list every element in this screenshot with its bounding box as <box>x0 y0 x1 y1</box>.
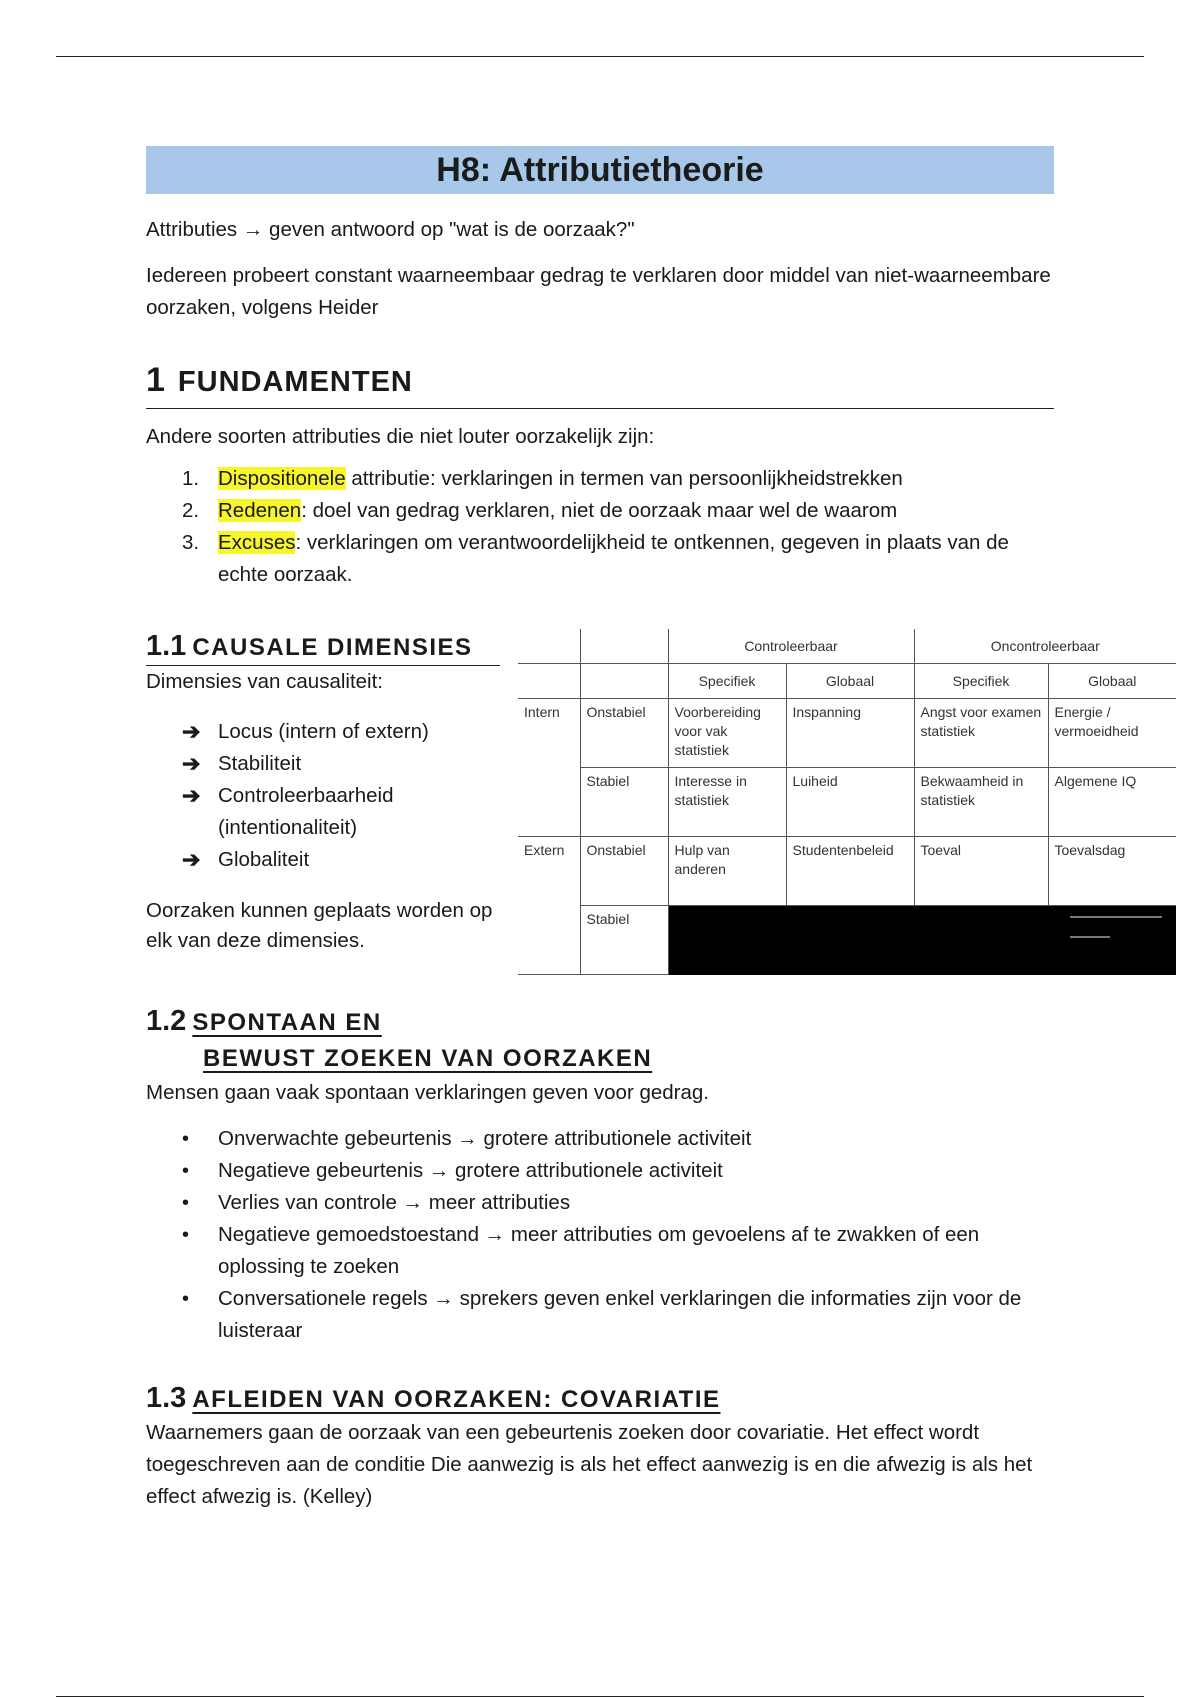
list-text: Controleerbaarheid (intentionaliteit) <box>218 784 394 839</box>
table-header: Controleerbaar <box>668 629 914 664</box>
subsection-heading <box>146 1381 1054 1417</box>
section-title: FUNDAMENTEN <box>177 366 413 398</box>
table-cell: Studentenbeleid <box>786 837 914 906</box>
subsection-lead: Dimensies van causaliteit: <box>146 670 383 693</box>
subsection-title: BEWUST ZOEKEN VAN OORZAKEN <box>203 1045 653 1072</box>
causale-dimensies-text <box>146 629 496 956</box>
list-text: : verklaringen om verantwoordelijkheid te ontkennen, gegeven in plaats van de echte oorzaak. <box>218 531 1009 586</box>
dimensions-grid <box>518 629 1176 975</box>
list-item <box>146 716 496 748</box>
subsection-number: 1.2 <box>146 1005 187 1037</box>
highlighted-term: Excuses <box>218 531 296 554</box>
list-text: Negatieve gebeurtenis → grotere attributionele activiteit <box>218 1159 723 1182</box>
arrow-icon: ➔ <box>182 751 201 776</box>
table-cell <box>518 629 580 664</box>
table-cell: Toevalsdag <box>1048 837 1176 906</box>
table-row <box>518 699 1176 768</box>
subsection-title: AFLEIDEN VAN OORZAKEN: COVARIATIE <box>192 1386 721 1413</box>
table-cell: Bekwaamheid in statistiek <box>914 768 1048 837</box>
header-rule <box>56 56 1144 57</box>
subsection-title: SPONTAAN EN <box>192 1009 382 1036</box>
table-row <box>518 664 1176 699</box>
list-item <box>146 1123 1054 1155</box>
table-header: Globaal <box>786 664 914 699</box>
bullet-icon: • <box>182 1288 190 1310</box>
list-item <box>146 780 496 844</box>
table-cell: Energie / vermoeidheid <box>1048 699 1176 768</box>
intro-paragraph: Attributies → geven antwoord op "wat is de oorzaak?" <box>146 218 635 241</box>
list-text: attributie: verklaringen in termen van persoonlijkheidstrekken <box>345 467 903 490</box>
arrow-icon: ➔ <box>182 783 201 808</box>
table-header: Specifiek <box>914 664 1048 699</box>
section-covariatie <box>146 1381 1054 1513</box>
page-content <box>146 146 1139 1513</box>
list-number: 3. <box>182 531 200 554</box>
section-number: 1 <box>146 361 166 399</box>
table-header: Oncontroleerbaar <box>914 629 1176 664</box>
page-title: H8: Attributietheorie <box>146 146 1054 194</box>
list-text: Globaliteit <box>218 848 310 871</box>
table-cell <box>580 629 668 664</box>
bullet-icon: • <box>182 1160 190 1182</box>
table-cell: Inspanning <box>786 699 914 768</box>
list-item <box>146 495 1054 527</box>
arrow-icon: ➔ <box>182 847 201 872</box>
table-cell: Luiheid <box>786 768 914 837</box>
arrow-list <box>146 716 496 876</box>
list-item <box>146 463 1054 495</box>
subsection-number: 1.3 <box>146 1382 187 1414</box>
intro-paragraph: Iedereen probeert constant waarneembaar gedrag te verklaren door middel van niet-waarneembare oorzaken, volgens Heider <box>146 264 1051 319</box>
table-row <box>518 768 1176 837</box>
numbered-list <box>146 463 1054 591</box>
list-item <box>146 748 496 780</box>
section-lead: Andere soorten attributies die niet louter oorzakelijk zijn: <box>146 425 655 448</box>
subsection-lead: Mensen gaan vaak spontaan verklaringen geven voor gedrag. <box>146 1081 709 1104</box>
table-cell <box>518 906 580 975</box>
bullet-icon: • <box>182 1128 190 1150</box>
list-text: Stabiliteit <box>218 752 302 775</box>
list-text: Locus (intern of extern) <box>218 720 429 743</box>
subsection-number: 1.1 <box>146 630 187 662</box>
section-heading-fundamenten <box>146 360 1054 409</box>
subsection-heading <box>146 629 500 666</box>
list-text: Verlies van controle → meer attributies <box>218 1191 571 1214</box>
table-cell <box>518 768 580 837</box>
list-item <box>146 527 1054 591</box>
list-number: 1. <box>182 467 200 490</box>
table-cell: Angst voor examen statistiek <box>914 699 1048 768</box>
table-cell <box>580 664 668 699</box>
table-header: Globaal <box>1048 664 1176 699</box>
list-text: Conversationele regels → sprekers geven enkel verklaringen die informaties zijn voor de luisteraar <box>218 1287 1022 1342</box>
bullet-icon: • <box>182 1224 190 1246</box>
list-number: 2. <box>182 499 200 522</box>
table-row <box>518 906 1176 975</box>
list-item <box>146 1155 1054 1187</box>
table-cell: Onstabiel <box>580 837 668 906</box>
footer-rule <box>56 1696 1144 1697</box>
table-cell: Voorbereiding voor vak statistiek <box>668 699 786 768</box>
table-row <box>518 837 1176 906</box>
table-cell: Extern <box>518 837 580 906</box>
table-cell: Algemene IQ <box>1048 768 1176 837</box>
table-row <box>518 629 1176 664</box>
bullet-icon: • <box>182 1192 190 1214</box>
smudge-mark <box>1070 936 1110 938</box>
subsection-title: CAUSALE DIMENSIES <box>192 634 473 661</box>
table-cell: Toeval <box>914 837 1048 906</box>
list-item <box>146 844 496 876</box>
table-cell: Hulp van anderen <box>668 837 786 906</box>
table-cell: Stabiel <box>580 768 668 837</box>
table-cell: Intern <box>518 699 580 768</box>
section-causale-dimensies <box>146 629 1139 969</box>
list-text: Onverwachte gebeurtenis → grotere attributionele activiteit <box>218 1127 752 1150</box>
causal-dimensions-table <box>518 629 1176 969</box>
table-cell: Onstabiel <box>580 699 668 768</box>
arrow-icon: ➔ <box>182 719 201 744</box>
table-cell: Stabiel <box>580 906 668 975</box>
table-header: Specifiek <box>668 664 786 699</box>
smudge-mark <box>1070 916 1162 918</box>
list-text: Negatieve gemoedstoestand → meer attributies om gevoelens af te zwakken of een oplossing te zoeken <box>218 1223 980 1278</box>
list-item <box>146 1187 1054 1219</box>
section-spontaan-zoeken <box>146 1003 1054 1347</box>
table-cell: Interesse in statistiek <box>668 768 786 837</box>
subsection-tail: Oorzaken kunnen geplaats worden op elk van deze dimensies. <box>146 899 493 952</box>
table-cell <box>518 664 580 699</box>
list-text: : doel van gedrag verklaren, niet de oorzaak maar wel de waarom <box>301 499 898 522</box>
highlighted-term: Dispositionele <box>218 467 346 490</box>
subsection-heading <box>146 1003 1054 1077</box>
subsection-body: Waarnemers gaan de oorzaak van een gebeurtenis zoeken door covariatie. Het effect wordt toegeschreven aan de conditie Die aanwezig is als het effect aanwezig is en die afwezig is als het effect afwezig is. (Kelley) <box>146 1421 1033 1508</box>
list-item <box>146 1219 1054 1283</box>
list-item <box>146 1283 1054 1347</box>
bullet-list <box>146 1123 1054 1347</box>
redacted-block <box>668 906 1176 975</box>
highlighted-term: Redenen <box>218 499 302 522</box>
